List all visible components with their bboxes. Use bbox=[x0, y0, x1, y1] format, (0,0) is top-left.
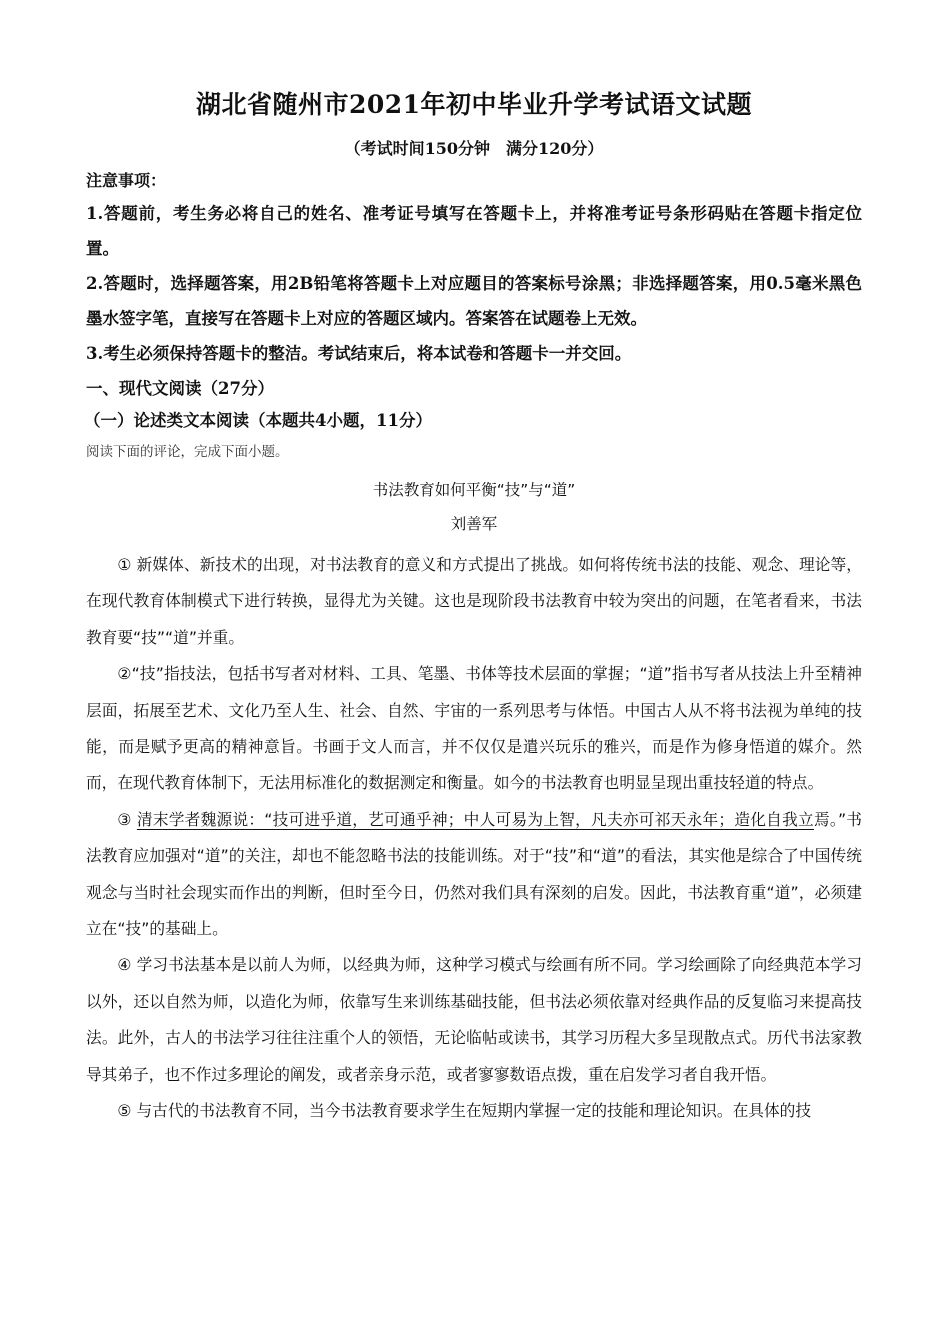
essay-paragraph-1: ① 新媒体、新技术的出现，对书法教育的意义和方式提出了挑战。如何将传统书法的技能、观念、理论等，在现代教育体制模式下进行转换，显得尤为关键。这也是现阶段书法教育中较为突出的问题，在笔者看来，书法教育要“技”“道”并重。 bbox=[86, 555, 862, 647]
paragraph-3-lead: ③ bbox=[117, 809, 137, 829]
exam-title: 湖北省随州市2021年初中毕业升学考试语文试题 bbox=[195, 90, 753, 119]
essay-paragraph-3 bbox=[86, 802, 862, 948]
section-heading: 一、现代文阅读（27分） bbox=[86, 379, 274, 398]
essay-paragraph-5: ⑤ 与古代的书法教育不同，当今书法教育要求学生在短期内掌握一定的技能和理论知识。在具体的技 bbox=[117, 1101, 812, 1121]
exam-duration-score: （考试时间150分钟 满分120分） bbox=[344, 139, 604, 158]
notice-item-2: 2.答题时，选择题答案，用2B铅笔将答题卡上对应题目的答案标号涂黑；非选择题答案，用0.5毫米黑色墨水签字笔，直接写在答题卡上对应的答题区域内。答案答在试题卷上无效。 bbox=[86, 274, 862, 328]
reading-instruction: 阅读下面的评论，完成下面小题。 bbox=[86, 444, 289, 460]
subsection-heading: （一）论述类文本阅读（本题共4小题，11分） bbox=[84, 411, 432, 430]
paragraph-3-rest: ”书法教育应加强对“道”的关注，却也不能忽略书法的技能训练。对于“技”和“道”的看法，其实他是综合了中国传统观念与当时社会现实而作出的判断，但时至今日，仍然对我们具有深刻的启发。因此，书法教育重“道”，必须建立在“技”的基础上。 bbox=[86, 809, 862, 939]
essay-paragraph-4: ④ 学习书法基本是以前人为师，以经典为师，这种学习模式与绘画有所不同。学习绘画除了向经典范本学习以外，还以自然为师，以造化为师，依靠写生来训练基础技能，但书法必须依靠对经典作品的反复临习来提高技法。此外，古人的书法学习往往注重个人的领悟，无论临帖或读书，其学习历程大多呈现散点式。历代书法家教导其弟子，也不作过多理论的阐发，或者亲身示范，或者寥寥数语点拨，重在启发学习者自我开悟。 bbox=[86, 955, 862, 1084]
notice-item-1: 1.答题前，考生务必将自己的姓名、准考证号填写在答题卡上，并将准考证号条形码贴在答题卡指定位置。 bbox=[86, 204, 862, 258]
essay-title: 书法教育如何平衡“技”与“道” bbox=[372, 481, 576, 499]
quoted-underlined-text: 清末学者魏源说：“技可进乎道，艺可通乎神；中人可易为上智，凡夫亦可祁天永年；造化自我立 bbox=[136, 809, 814, 829]
notice-item-3: 3.考生必须保持答题卡的整洁。考试结束后，将本试卷和答题卡一并交回。 bbox=[86, 344, 632, 363]
essay-author: 刘善军 bbox=[450, 515, 498, 533]
notice-heading: 注意事项： bbox=[86, 171, 167, 190]
essay-paragraph-2: ②“技”指技法，包括书写者对材料、工具、笔墨、书体等技术层面的掌握；“道”指书写者从技法上升至精神层面，拓展至艺术、文化乃至人生、社会、自然、宇宙的一系列思考与体悟。中国古人从不将书法视为单纯的技能，而是赋予更高的精神意旨。书画于文人而言，并不仅仅是遣兴玩乐的雅兴，而是作为修身悟道的媒介。然而，在现代教育体制下，无法用标准化的数据测定和衡量。如今的书法教育也明显呈现出重技轻道的特点。 bbox=[86, 664, 862, 793]
quoted-underlined-tail: 焉。 bbox=[813, 809, 838, 829]
exam-page bbox=[86, 88, 862, 1130]
